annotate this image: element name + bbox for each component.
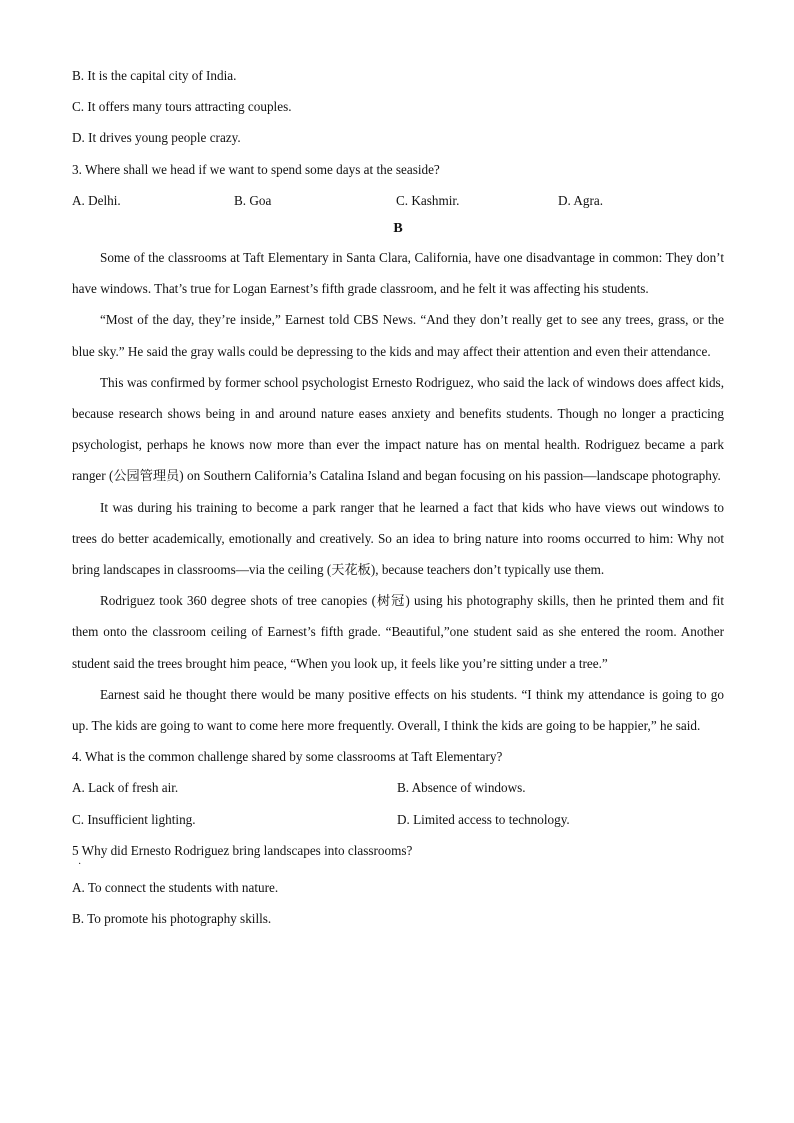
passage-paragraph: Rodriguez took 360 degree shots of tree canopies (树冠) using his photography skills, then he printed them and fit them onto the classroom ceiling of Earnest’s fifth grade. “Beautiful,”one student said as she entered the room. Another student said the trees brought him peace, “When you look up, it feels like you’re sitting under a tree.” <box>72 593 724 671</box>
q3-option-d: D. Agra. <box>558 192 604 208</box>
passage-paragraph: Some of the classrooms at Taft Elementary in Santa Clara, California, have one disadvantage in common: They don’t have windows. That’s true for Logan Earnest’s fifth grade classroom, and he felt it was affecting his students. <box>72 250 724 297</box>
option-d: D. It drives young people crazy. <box>72 130 241 146</box>
q4-option-b: B. Absence of windows. <box>397 780 526 796</box>
q5-option-a: A. To connect the students with nature. <box>72 880 279 896</box>
question-3-stem: 3. Where shall we head if we want to spend some days at the seaside? <box>72 161 440 177</box>
option-b: B. It is the capital city of India. <box>72 68 237 83</box>
q4-option-a: A. Lack of fresh air. <box>72 780 179 796</box>
q3-option-a: A. Delhi. <box>72 192 121 208</box>
question-5-stem: 5 Why did Ernesto Rodriguez bring landscapes into classrooms? <box>72 842 413 858</box>
q3-option-b: B. Goa <box>234 192 272 208</box>
passage-paragraph: “Most of the day, they’re inside,” Earnest told CBS News. “And they don’t really get to see any trees, grass, or the blue sky.” He said the gray walls could be depressing to the kids and may affect their attention and even their attendance. <box>72 312 724 359</box>
q4-option-d: D. Limited access to technology. <box>397 811 570 827</box>
question-4-options-row-2 <box>72 804 724 835</box>
passage-paragraph: Earnest said he thought there would be many positive effects on his students. “I think my attendance is going to go up. The kids are going to want to come here more frequently. Overall, I think the kids are going to be happier,” he said. <box>72 686 724 734</box>
stray-dot: · <box>78 859 82 871</box>
passage-paragraph: This was confirmed by former school psychologist Ernesto Rodriguez, who said the lack of windows does affect kids, because research shows being in and around nature eases anxiety and benefits students. Though no longer a practicing psychologist, perhaps he knows now more than ever the impact nature has on mental health. Rodriguez became a park ranger (公园管理员) on Southern California’s Catalina Island and began focusing on his passion—landscape photography. <box>72 374 724 484</box>
section-heading: B <box>393 221 403 237</box>
exam-page <box>72 60 724 934</box>
passage-paragraph: It was during his training to become a park ranger that he learned a fact that kids who have views out windows to trees do better academically, emotionally and creatively. So an idea to bring nature into rooms occurred to him: Why not bring landscapes in classrooms—via the ceiling (天花板), because teachers don’t typically use them. <box>72 499 724 578</box>
option-c: C. It offers many tours attracting couples. <box>72 99 292 115</box>
question-4-options-row-1 <box>72 772 724 803</box>
q4-option-c: C. Insufficient lighting. <box>72 811 196 827</box>
q3-option-c: C. Kashmir. <box>396 192 460 208</box>
question-3-options <box>72 185 724 216</box>
question-4-stem: 4. What is the common challenge shared by some classrooms at Taft Elementary? <box>72 749 503 765</box>
q5-option-b: B. To promote his photography skills. <box>72 911 272 927</box>
